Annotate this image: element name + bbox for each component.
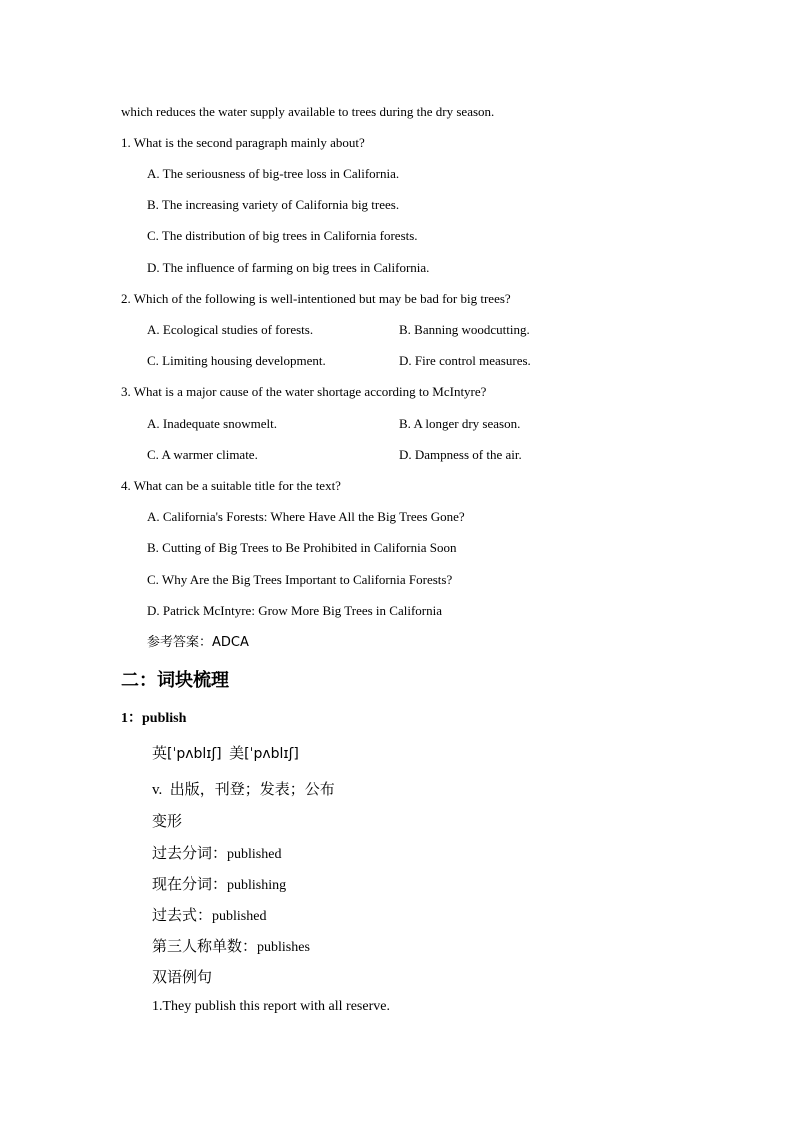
- question-3-stem: 3. What is a major cause of the water shortage according to McIntyre?: [121, 384, 487, 399]
- question-4-stem: 4. What can be a suitable title for the text?: [121, 478, 341, 493]
- question-2-stem: 2. Which of the following is well-intentioned but may be bad for big trees?: [121, 291, 511, 306]
- question-4-option-c: C. Why Are the Big Trees Important to California Forests?: [147, 572, 453, 587]
- question-2-option-c: C. Limiting housing development.: [147, 353, 326, 368]
- form-label: 第三人称单数：: [152, 937, 258, 955]
- question-1-option-c: C. The distribution of big trees in California forests.: [147, 228, 418, 243]
- form-label: 现在分词：: [152, 875, 228, 893]
- question-2-option-a: A. Ecological studies of forests.: [147, 322, 314, 337]
- question-1-option-a: A. The seriousness of big-tree loss in California.: [147, 166, 400, 181]
- question-3-option-a: A. Inadequate snowmelt.: [147, 416, 277, 431]
- forms-heading: 变形: [152, 812, 183, 830]
- examples-heading: 双语例句: [152, 968, 213, 986]
- question-4-option-d: D. Patrick McIntyre: Grow More Big Trees in California: [147, 603, 442, 618]
- definition-line: [152, 778, 335, 799]
- question-4-option-a: A. California's Forests: Where Have All the Big Trees Gone?: [147, 509, 465, 524]
- pronunciation-line: [152, 742, 299, 763]
- question-3-option-c: C. A warmer climate.: [147, 447, 258, 462]
- form-value: published: [227, 847, 282, 862]
- example-sentence-1: 1.They publish this report with all reserve.: [152, 999, 390, 1014]
- question-1-option-b: B. The increasing variety of California big trees.: [147, 197, 400, 212]
- pron-us-label: 美: [229, 744, 245, 762]
- form-label: 过去分词：: [152, 844, 228, 862]
- part-of-speech: v.: [152, 782, 163, 798]
- section-heading: 二：词块梳理: [121, 670, 229, 691]
- pron-us: [ˈpʌblɪʃ]: [244, 746, 299, 762]
- answer-key-value: ADCA: [212, 635, 249, 650]
- form-value: publishes: [257, 940, 310, 955]
- question-3-option-d: D. Dampness of the air.: [399, 447, 522, 462]
- form-past-tense: [152, 904, 266, 925]
- pron-uk-label: 英: [152, 744, 168, 762]
- form-label: 过去式：: [152, 906, 213, 924]
- question-1-stem: 1. What is the second paragraph mainly about?: [121, 135, 365, 150]
- question-2-option-d: D. Fire control measures.: [399, 353, 531, 368]
- word-heading: 1：publish: [121, 711, 187, 726]
- question-4-option-b: B. Cutting of Big Trees to Be Prohibited in California Soon: [147, 540, 457, 555]
- answer-key-label: 参考答案：: [147, 635, 213, 650]
- pron-uk: [ˈpʌblɪʃ]: [167, 746, 222, 762]
- intro-line: which reduces the water supply available to trees during the dry season.: [121, 104, 495, 119]
- form-present-participle: [152, 873, 286, 894]
- answer-key: [147, 634, 249, 651]
- form-value: published: [212, 909, 267, 924]
- definition: 出版，刊登；发表；公布: [169, 780, 335, 798]
- question-1-option-d: D. The influence of farming on big trees in California.: [147, 260, 430, 275]
- form-third-person: [152, 935, 310, 956]
- form-past-participle: [152, 842, 281, 863]
- form-value: publishing: [227, 878, 287, 893]
- question-3-option-b: B. A longer dry season.: [399, 416, 521, 431]
- question-2-option-b: B. Banning woodcutting.: [399, 322, 530, 337]
